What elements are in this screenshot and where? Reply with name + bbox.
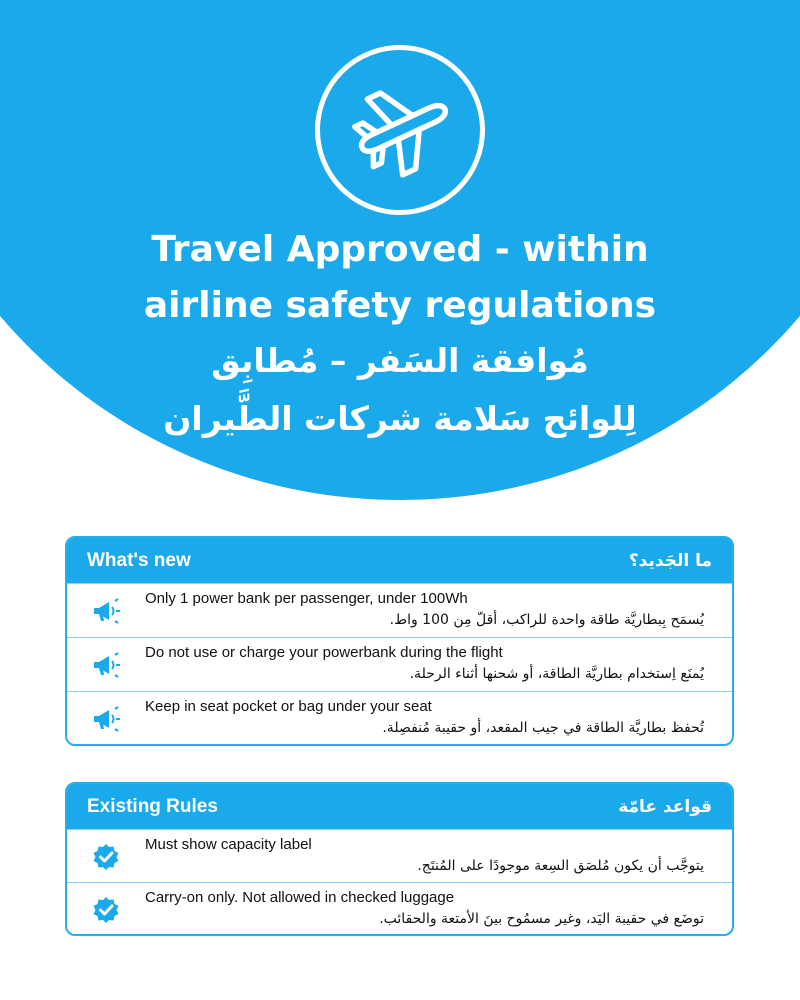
airplane-icon <box>345 75 455 185</box>
list-item <box>67 882 732 935</box>
item-text-en: Keep in seat pocket or bag under your seat <box>145 698 432 715</box>
checkmark-badge-icon <box>91 842 121 872</box>
item-text-en: Must show capacity label <box>145 836 312 853</box>
hero-title-arabic-line-2: لِلوائح سَلامة شركات الطَّيران <box>163 399 637 438</box>
whats-new-title: What's new <box>87 549 191 571</box>
list-item <box>67 691 732 745</box>
item-text-en: Do not use or charge your powerbank during the flight <box>145 644 503 661</box>
airplane-badge <box>315 45 485 215</box>
existing-rules-title: Existing Rules <box>87 795 218 817</box>
item-text-en: Only 1 power bank per passenger, under 100Wh <box>145 590 468 607</box>
whats-new-title-arabic: ما الجَديد؟ <box>628 550 712 571</box>
whats-new-card <box>65 536 734 746</box>
list-item <box>67 829 732 882</box>
existing-rules-card <box>65 782 734 936</box>
megaphone-icon <box>91 596 121 626</box>
megaphone-icon <box>91 650 121 680</box>
checkmark-badge-icon <box>91 895 121 925</box>
megaphone-icon <box>91 704 121 734</box>
item-text-ar: يتوجَّب أن يكون مُلصَق السِعة موجودًا على المُنتَج. <box>417 858 704 874</box>
item-text-ar: يُسمَح بِبطاريَّة طاقة واحدة للراكب، أقلّ مِن 100 واط. <box>389 612 704 628</box>
list-item <box>67 583 732 637</box>
hero-title-arabic-line-1: مُوافقة السَفر – مُطابِق <box>211 341 589 380</box>
item-text-en: Carry-on only. Not allowed in checked luggage <box>145 889 455 906</box>
item-text-ar: توضَع في حقيبة اليَد، وغير مسمُوح بينَ الأمتعة والحقائب. <box>379 911 704 927</box>
item-text-ar: يُمنَع اِستخدام بطاريَّة الطاقة، أو شحنها أثناء الرحلة. <box>409 666 704 682</box>
hero-title-line-1: Travel Approved - within <box>151 229 649 270</box>
whats-new-header <box>67 538 732 583</box>
existing-rules-header <box>67 784 732 829</box>
existing-rules-title-arabic: قواعد عامّة <box>618 796 712 817</box>
item-text-ar: تُحفظ بطاريَّة الطاقة في جيب المقعد، أو حقيبة مُنفصِلة. <box>382 720 704 736</box>
hero-title-line-2: airline safety regulations <box>143 285 657 326</box>
list-item <box>67 637 732 691</box>
